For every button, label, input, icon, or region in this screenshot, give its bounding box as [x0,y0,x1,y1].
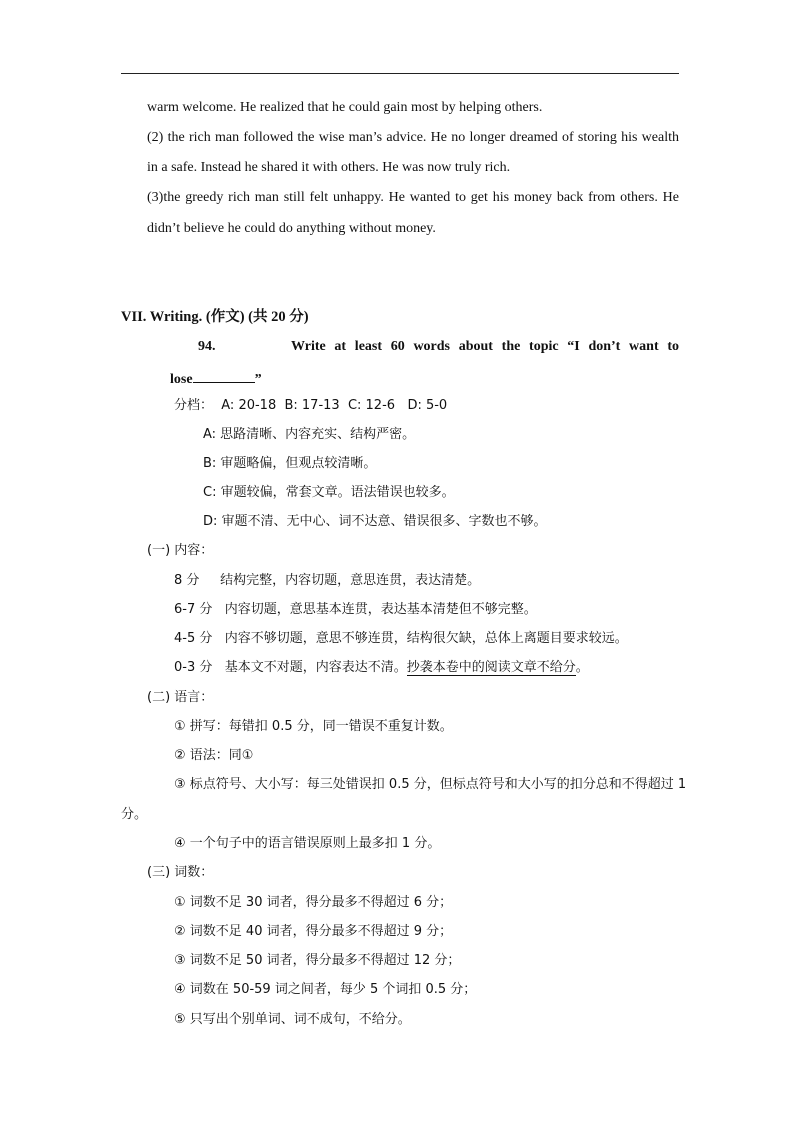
content-rule-1: 8 分 结构完整，内容切题，意思连贯，表达清楚。 [174,573,481,588]
story-line-5: didn’t believe he could do anything without money. [147,221,436,236]
grade-b: B: 审题略偏，但观点较清晰。 [203,456,377,471]
story-line-2: (2) the rich man followed the wise man’s advice. He no longer dreamed of storing his wealth [147,130,679,145]
story-line-1: warm welcome. He realized that he could gain most by helping others. [147,100,543,115]
language-title: (二) 语言： [147,690,214,705]
grade-a: A: 思路清晰、内容充实、结构严密。 [203,427,416,442]
answer-blank [193,368,255,383]
question-number: 94. [198,339,216,354]
content-rule-2: 6-7 分 内容切题，意思基本连贯，表达基本清楚但不够完整。 [174,602,537,617]
wordcount-title: (三) 词数： [147,865,214,880]
question-prompt-line-2 [170,368,262,390]
content-title: (一) 内容： [147,543,214,558]
header-rule [121,73,679,74]
grade-levels: 分档： A: 20-18 B: 17-13 C: 12-6 D: 5-0 [174,398,448,413]
wordcount-rule-5: ⑤ 只写出个别单词、词不成句，不给分。 [174,1012,411,1027]
content-rule-4-end: 。 [575,660,589,675]
content-rule-4 [174,658,589,678]
story-line-3: in a safe. Instead he shared it with others. He was now truly rich. [147,160,511,175]
section-heading: VII. Writing. (作文) (共 20 分) [121,309,309,325]
wordcount-rule-4: ④ 词数在 50-59 词之间者，每少 5 个词扣 0.5 分； [174,982,477,997]
language-rule-2: ② 语法：同① [174,748,254,763]
wordcount-rule-2: ② 词数不足 40 词者，得分最多不得超过 9 分； [174,924,453,939]
language-rule-3: ③ 标点符号、大小写：每三处错误扣 0.5 分，但标点符号和大小写的扣分总和不得超过 1 [174,777,687,792]
language-rule-3-cont: 分。 [121,807,148,822]
wordcount-rule-3: ③ 词数不足 50 词者，得分最多不得超过 12 分； [174,953,461,968]
language-rule-4: ④ 一个句子中的语言错误原则上最多扣 1 分。 [174,836,441,851]
grade-d: D: 审题不清、无中心、词不达意、错误很多、字数也不够。 [203,514,547,529]
question-prompt-close-quote: ” [254,372,262,387]
question-prompt: Write at least 60 words about the topic “I don’t want to [291,339,679,354]
language-rule-1: ① 拼写：每错扣 0.5 分，同一错误不重复计数。 [174,719,453,734]
plagiarism-note: 抄袭本卷中的阅读文章不给分 [406,660,576,675]
story-line-4: (3)the greedy rich man still felt unhappy. He wanted to get his money back from others. He [147,190,679,205]
question-prompt-lose: lose [170,372,193,387]
content-rule-4-text: 0-3 分 基本文不对题，内容表达不清。 [174,660,407,675]
wordcount-rule-1: ① 词数不足 30 词者，得分最多不得超过 6 分； [174,895,453,910]
grade-c: C: 审题较偏，常套文章。语法错误也较多。 [203,485,455,500]
content-rule-3: 4-5 分 内容不够切题，意思不够连贯，结构很欠缺，总体上离题目要求较远。 [174,631,628,646]
